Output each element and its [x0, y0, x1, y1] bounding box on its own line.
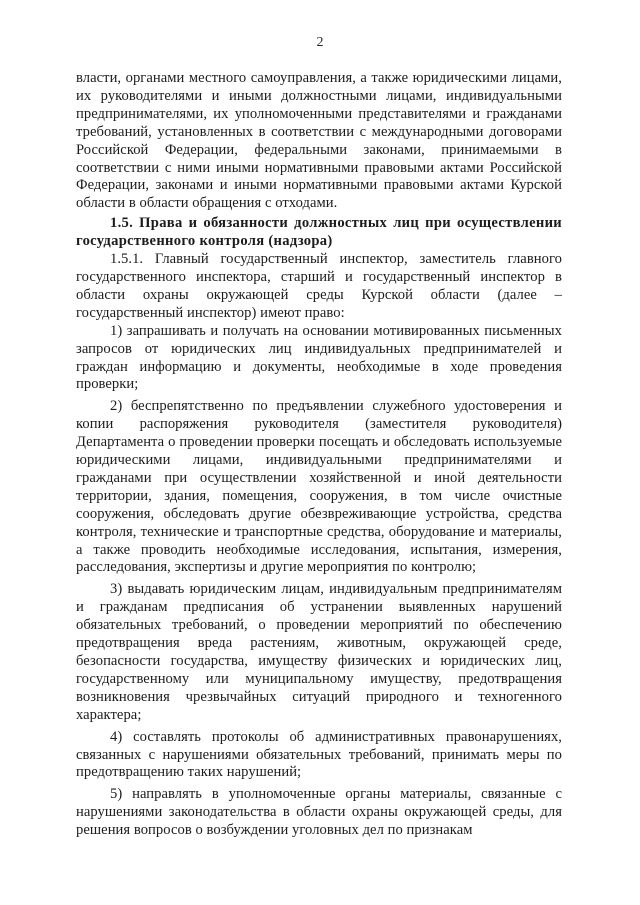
list-item-1: 1) запрашивать и получать на основании мотивированных письменных запросов от юридических лиц индивидуальных предпринимателей и граждан информацию и документы, необходимые в ходе проведения проверки; — [76, 322, 562, 393]
paragraph-clause-1-5-1: 1.5.1. Главный государственный инспектор, заместитель главного государственного инспектора, старший и государственный инспектор в области охраны окружающей среды Курской области (далее – государственный инспектор) имеют право: — [76, 251, 562, 321]
section-heading: 1.5. Права и обязанности должностных лиц при осуществлении государственного контроля (надзора) — [76, 215, 562, 250]
document-body — [76, 70, 562, 840]
list-item-2: 2) беспрепятственно по предъявлении служебного удостоверения и копии распоряжения руководителя (заместителя руководителя) Департамента о проведении проверки посещать и обследовать используемые юридическими лицами, индивидуальными предпринимателями и гражданами при осуществлении хозяйственной и иной деятельности территории, здания, помещения, сооружения, в том числе очистные сооружения, обследовать другие обезвреживающие устройства, средства контроля, технические и транспортные средства, оборудование и материалы, а также проводить необходимые исследования, испытания, измерения, расследования, экспертизы и другие мероприятия по контролю; — [76, 398, 562, 576]
list-item-5: 5) направлять в уполномоченные органы материалы, связанные с нарушениями законодательства в области охраны окружающей среды, для решения вопросов о возбуждении уголовных дел по признакам — [76, 786, 562, 839]
paragraph-intro: власти, органами местного самоуправления, а также юридическими лицами, их руководителями и иными должностными лицами, индивидуальными предпринимателями, их уполномоченными представителями и гражданами требований, установленных в соответствии с международными договорами Российской Федерации, федеральными законами, принимаемыми в соответствии с ними иными нормативными правовыми актами Российской Федерации, законами и иными нормативными правовыми актами Курской области в области обращения с отходами. — [76, 70, 562, 212]
list-item-4: 4) составлять протоколы об административных правонарушениях, связанных с нарушениями обязательных требований, принимать меры по предотвращению таких нарушений; — [76, 728, 562, 781]
page-number: 2 — [316, 35, 324, 50]
list-item-3: 3) выдавать юридическим лицам, индивидуальным предпринимателям и гражданам предписания об устранении выявленных нарушений обязательных требований, о проведении мероприятий по обеспечению предотвращения вреда растениям, животным, окружающей среде, безопасности государства, имуществу физических и юридических лиц, государственному или муниципальному имуществу, предотвращения возникновения чрезвычайных ситуаций природного и техногенного характера; — [76, 581, 562, 723]
